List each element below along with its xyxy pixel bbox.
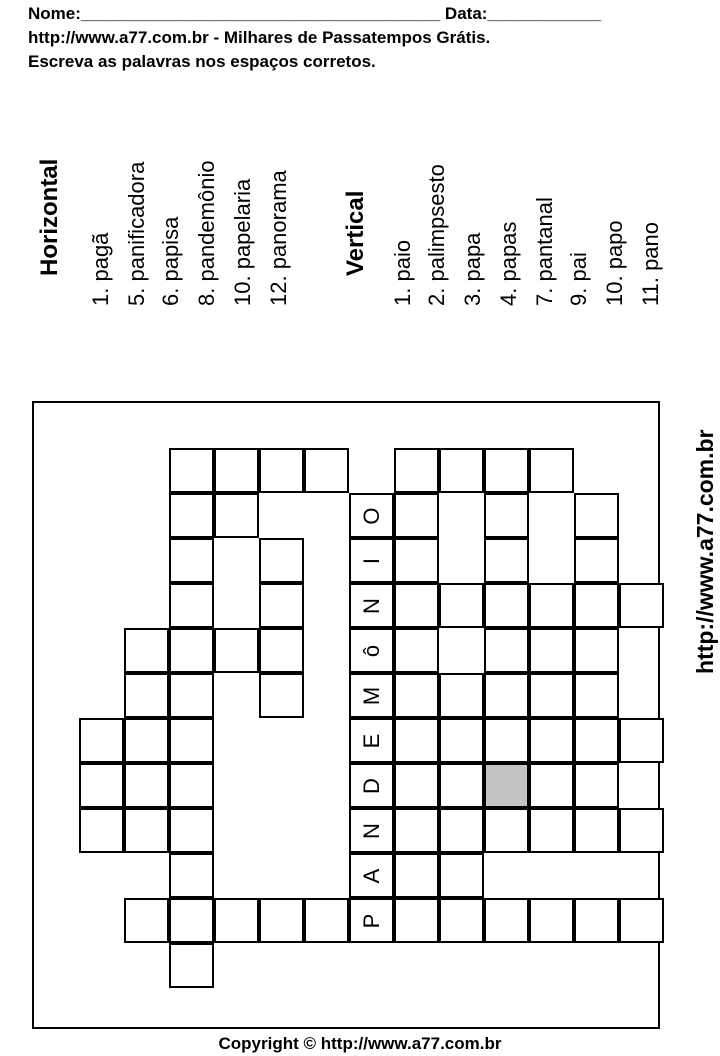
clue-word: papisa: [158, 216, 183, 288]
grid-cell[interactable]: [439, 898, 484, 943]
grid-cell[interactable]: [574, 673, 619, 718]
clue-word: papo: [602, 220, 627, 276]
grid-cell[interactable]: [529, 448, 574, 493]
clue-number: 1.: [390, 287, 415, 306]
clue-word: panorama: [266, 170, 291, 276]
clue-number: 1.: [88, 287, 113, 306]
clue-number: 6.: [158, 287, 183, 306]
grid-cell[interactable]: [439, 853, 484, 898]
grid-cell[interactable]: [484, 538, 529, 583]
grid-cell[interactable]: [394, 808, 439, 853]
clue-number: 12.: [266, 275, 291, 306]
clue-number: 2.: [424, 287, 449, 306]
clue-number: 10.: [602, 275, 627, 306]
grid-cell[interactable]: [349, 538, 394, 583]
grid-cell[interactable]: [574, 628, 619, 673]
grid-cell[interactable]: [394, 448, 439, 493]
grid-letter: N: [358, 822, 384, 839]
grid-cell[interactable]: [214, 493, 259, 538]
clue-number: 9.: [566, 287, 591, 306]
grid-cell[interactable]: [619, 583, 664, 628]
grid-cell[interactable]: [394, 673, 439, 718]
grid-cell[interactable]: [349, 808, 394, 853]
blocked-cell: [484, 763, 529, 808]
grid-cell[interactable]: [124, 763, 169, 808]
clue-word: pai: [566, 252, 591, 288]
name-date-line: [28, 4, 601, 24]
grid-cell[interactable]: [349, 898, 394, 943]
vertical-clue: [424, 164, 450, 306]
grid-cell[interactable]: [394, 763, 439, 808]
grid-cell[interactable]: [124, 808, 169, 853]
clue-number: 10.: [230, 275, 255, 306]
grid-letter: ô: [358, 644, 384, 657]
grid-cell[interactable]: [214, 448, 259, 493]
grid-cell[interactable]: [79, 808, 124, 853]
grid-cell[interactable]: [484, 448, 529, 493]
grid-letter: E: [358, 733, 384, 748]
clue-number: 3.: [460, 287, 485, 306]
grid-cell[interactable]: [484, 583, 529, 628]
clue-word: papelaria: [230, 178, 255, 276]
clue-word: papa: [460, 232, 485, 288]
horizontal-clue: [266, 170, 292, 306]
clue-number: 7.: [532, 287, 557, 306]
grid-cell[interactable]: [169, 808, 214, 853]
grid-cell[interactable]: [304, 448, 349, 493]
horizontal-clue: [194, 160, 220, 306]
grid-cell[interactable]: [529, 808, 574, 853]
vertical-clue: [532, 197, 558, 306]
vertical-clue: [460, 233, 486, 306]
grid-cell[interactable]: [529, 583, 574, 628]
grid-cell[interactable]: [484, 898, 529, 943]
date-label: Data:: [444, 4, 488, 23]
grid-cell[interactable]: [394, 718, 439, 763]
grid-cell[interactable]: [169, 448, 214, 493]
grid-cell[interactable]: [169, 493, 214, 538]
grid-cell[interactable]: [439, 673, 484, 718]
grid-cell[interactable]: [124, 898, 169, 943]
grid-cell[interactable]: [259, 538, 304, 583]
clue-word: pantanal: [532, 197, 557, 288]
grid-cell[interactable]: [484, 673, 529, 718]
grid-letter: P: [358, 913, 384, 928]
date-blank[interactable]: ____________: [487, 4, 601, 23]
grid-cell[interactable]: [169, 898, 214, 943]
grid-cell[interactable]: [394, 898, 439, 943]
clue-word: paio: [390, 239, 415, 288]
grid-cell[interactable]: [574, 493, 619, 538]
grid-cell[interactable]: [619, 718, 664, 763]
clue-word: pagã: [88, 232, 113, 288]
grid-cell[interactable]: [124, 673, 169, 718]
grid-cell[interactable]: [529, 673, 574, 718]
grid-cell[interactable]: [169, 763, 214, 808]
grid-cell[interactable]: [484, 628, 529, 673]
grid-letter: O: [358, 506, 384, 525]
grid-cell[interactable]: [79, 763, 124, 808]
grid-cell[interactable]: [484, 718, 529, 763]
grid-cell[interactable]: [349, 493, 394, 538]
grid-cell[interactable]: [394, 853, 439, 898]
grid-cell[interactable]: [394, 493, 439, 538]
grid-cell[interactable]: [439, 583, 484, 628]
grid-cell[interactable]: [304, 898, 349, 943]
grid-cell[interactable]: [574, 808, 619, 853]
grid-cell[interactable]: [259, 448, 304, 493]
horizontal-clue: [124, 162, 150, 306]
clue-word: palimpsesto: [424, 164, 449, 288]
clue-word: panificadora: [124, 161, 149, 288]
site-line: http://www.a77.com.br - Milhares de Passatempos Grátis.: [28, 28, 491, 47]
crossword-board: [32, 401, 660, 1029]
grid-cell[interactable]: [214, 628, 259, 673]
grid-cell[interactable]: [169, 673, 214, 718]
grid-cell[interactable]: [484, 493, 529, 538]
grid-cell[interactable]: [439, 808, 484, 853]
clue-word: papas: [496, 221, 521, 288]
grid-letter: A: [358, 868, 384, 883]
grid-cell[interactable]: [574, 763, 619, 808]
side-url: http://www.a77.com.br: [692, 429, 718, 674]
horizontal-clue: [230, 179, 256, 306]
horizontal-clue: [88, 233, 114, 306]
grid-cell[interactable]: [169, 718, 214, 763]
grid-cell[interactable]: [169, 538, 214, 583]
grid-cell[interactable]: [169, 628, 214, 673]
grid-cell[interactable]: [169, 583, 214, 628]
clue-word: pano: [638, 221, 663, 278]
grid-cell[interactable]: [484, 808, 529, 853]
grid-cell[interactable]: [574, 718, 619, 763]
name-label: Nome:: [28, 4, 81, 23]
grid-cell[interactable]: [259, 628, 304, 673]
grid-letter: D: [358, 777, 384, 794]
vertical-clue: [496, 222, 522, 306]
grid-cell[interactable]: [529, 898, 574, 943]
grid-cell[interactable]: [394, 628, 439, 673]
grid-cell[interactable]: [439, 718, 484, 763]
horizontal-title: Horizontal: [36, 158, 63, 276]
grid-cell[interactable]: [349, 853, 394, 898]
grid-cell[interactable]: [349, 763, 394, 808]
grid-cell[interactable]: [349, 673, 394, 718]
grid-letter: I: [358, 557, 384, 564]
grid-cell[interactable]: [259, 898, 304, 943]
grid-cell[interactable]: [394, 538, 439, 583]
copyright: Copyright © http://www.a77.com.br: [218, 1034, 502, 1053]
vertical-clue: [602, 220, 628, 306]
grid-cell[interactable]: [439, 763, 484, 808]
clue-number: 4.: [496, 287, 521, 306]
grid-cell[interactable]: [259, 673, 304, 718]
clue-number: 8.: [194, 287, 219, 306]
vertical-clue: [566, 252, 592, 306]
grid-cell[interactable]: [619, 808, 664, 853]
grid-cell[interactable]: [574, 538, 619, 583]
grid-cell[interactable]: [79, 718, 124, 763]
grid-cell[interactable]: [529, 628, 574, 673]
grid-letter: N: [358, 597, 384, 614]
vertical-title: Vertical: [342, 190, 369, 276]
instruction: Escreva as palavras nos espaços corretos.: [28, 52, 376, 71]
name-blank[interactable]: ______________________________________: [80, 4, 441, 23]
grid-cell[interactable]: [619, 898, 664, 943]
grid-cell[interactable]: [124, 718, 169, 763]
clue-number: 5.: [124, 287, 149, 306]
grid-cell[interactable]: [439, 448, 484, 493]
grid-cell[interactable]: [349, 718, 394, 763]
clue-word: pandemônio: [194, 160, 219, 288]
vertical-clue: [638, 222, 664, 306]
grid-cell[interactable]: [124, 628, 169, 673]
clue-number: 11.: [638, 277, 663, 306]
grid-letter: M: [358, 686, 384, 705]
grid-cell[interactable]: [574, 583, 619, 628]
grid-cell[interactable]: [169, 853, 214, 898]
grid-cell[interactable]: [394, 583, 439, 628]
grid-cell[interactable]: [259, 583, 304, 628]
horizontal-clue: [158, 217, 184, 306]
grid-cell[interactable]: [214, 898, 259, 943]
vertical-clue: [390, 240, 416, 306]
grid-cell[interactable]: [529, 718, 574, 763]
grid-cell[interactable]: [349, 583, 394, 628]
grid-cell[interactable]: [169, 943, 214, 988]
grid-cell[interactable]: [574, 898, 619, 943]
grid-cell[interactable]: [349, 628, 394, 673]
grid-cell[interactable]: [529, 763, 574, 808]
